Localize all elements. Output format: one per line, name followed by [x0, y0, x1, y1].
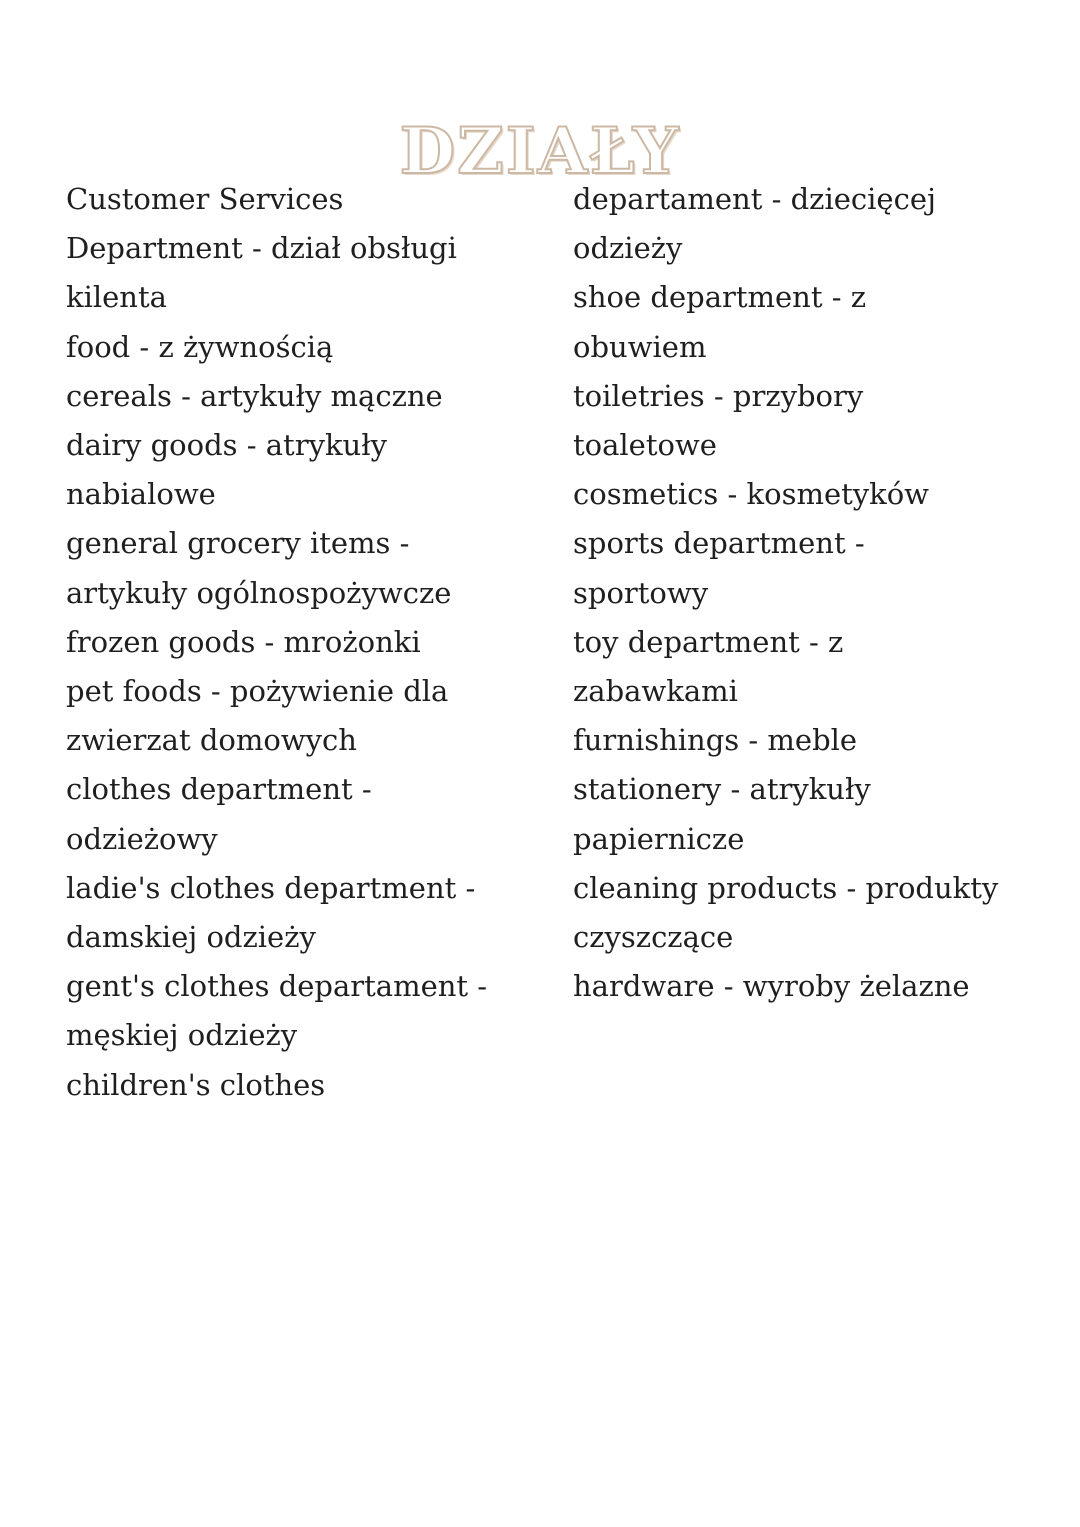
vocabulary-line: męskiej odzieży: [66, 1018, 298, 1053]
vocabulary-line: damskiej odzieży: [66, 920, 316, 955]
vocabulary-line: hardware - wyroby żelazne: [573, 969, 970, 1004]
vocabulary-line: zabawkami: [573, 674, 738, 709]
vocabulary-line: odzieżowy: [66, 821, 218, 856]
vocabulary-line: czyszczące: [573, 920, 734, 955]
vocabulary-line: toy department - z: [573, 624, 844, 659]
vocabulary-line: cereals - artykuły mączne: [66, 378, 443, 413]
vocabulary-line: Department - dział obsługi: [66, 231, 457, 266]
vocabulary-line: general grocery items -: [66, 526, 410, 561]
vocabulary-line: food - z żywnością: [66, 329, 334, 364]
vocabulary-line: shoe department - z: [573, 280, 867, 315]
vocabulary-line: stationery - atrykuły: [573, 772, 871, 807]
vocabulary-line: papiernicze: [573, 821, 745, 856]
vocabulary-line: pet foods - pożywienie dla: [66, 674, 449, 709]
vocabulary-line: furnishings - meble: [573, 723, 858, 758]
vocabulary-line: obuwiem: [573, 329, 707, 364]
vocabulary-line: kilenta: [66, 280, 167, 315]
vocabulary-line: clothes department -: [66, 772, 372, 807]
vocabulary-line: toaletowe: [573, 428, 717, 463]
vocabulary-line: toiletries - przybory: [573, 378, 864, 413]
vocabulary-line: odzieży: [573, 231, 683, 266]
vocabulary-line: frozen goods - mrożonki: [66, 624, 421, 659]
vocabulary-line: artykuły ogólnospożywcze: [66, 575, 452, 610]
vocabulary-line: ladie's clothes department -: [66, 870, 476, 905]
vocabulary-line: children's clothes: [66, 1067, 326, 1102]
vocabulary-line: departament - dziecięcej: [573, 182, 936, 216]
vocabulary-column-left: [66, 175, 487, 1110]
vocabulary-line: cosmetics - kosmetyków: [573, 477, 930, 512]
vocabulary-line: zwierzat domowych: [66, 723, 357, 758]
vocabulary-line: dairy goods - atrykuły: [66, 428, 387, 463]
vocabulary-line: nabialowe: [66, 477, 216, 512]
vocabulary-line: sportowy: [573, 575, 709, 610]
vocabulary-line: sports department -: [573, 526, 865, 561]
vocabulary-line: cleaning products - produkty: [573, 870, 999, 905]
vocabulary-line: gent's clothes departament -: [66, 969, 488, 1004]
vocabulary-column-right: [573, 175, 998, 1011]
page-title: DZIAŁY: [399, 113, 681, 189]
vocabulary-line: Customer Services: [66, 182, 344, 216]
